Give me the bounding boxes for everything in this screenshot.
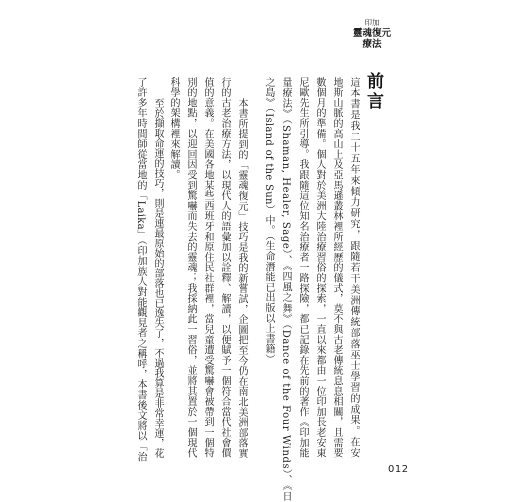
text-column: 科學的架構裡來解讀。 [168,77,179,180]
text-column: 至於擷取命運的技巧，則是連最原始的部落也已逸失了，不過我算是非常幸運，花 [152,98,163,458]
text-column: 之島》（Island of the Sun）中。（生命潛能已出版以上書籍） [263,77,274,365]
text-column: 值的意義。在美國各地某些西班牙和原住民社群裡，當兒童遭受驚嚇會被帶到一個特 [202,77,213,459]
header-book-subtitle: 療法 [362,38,382,50]
header-book-title: 靈魂復元 [352,28,391,40]
header-series-label: 印加 [364,18,380,27]
text-column: 這本書是我二十五年來傾力研究，跟隨若干美洲傳統部落巫士學習的成果。在安 [348,77,359,459]
text-column: 量療法》（Shaman, Healer, Sage）、《四風之舞》（Dance of the Four Winds）、《日 [280,77,291,502]
running-header [346,19,398,50]
text-column: 本書所提到的「靈魂復元」技巧是我的新嘗試，企圖把至今仍在南北美洲部落實 [236,98,247,459]
text-column: 數個月的準備。個人對於美洲大陸治療習俗的探索，一直以來都由一位印加長老安東 [314,77,325,459]
text-column: 了許多年時間師從當地的「Laika」（印加族人對能觀見者之稱呼，本書後文將以「治 [135,77,146,462]
text-column: 行的古老治療方法，以現代人的語彙加以詮釋、解讀，以便賦予一個符合當代社會價 [219,77,230,459]
chapter-title: 前言 [363,72,383,112]
page-number: 012 [388,464,409,475]
text-column: 別的地點，以迎回因受到驚嚇而失去的靈魂；我採納此一習俗，並將其置於一個現代 [185,77,196,459]
text-column: 尼歐先生所引導。我跟隨這位知名治療者一路探險，都已記錄在先前的著作《印加能 [297,77,308,459]
text-column: 地斯山脈的高山上及亞馬遜叢林裡所經歷的儀式，莫不與古老傳統息息相關，且需要 [331,77,342,459]
